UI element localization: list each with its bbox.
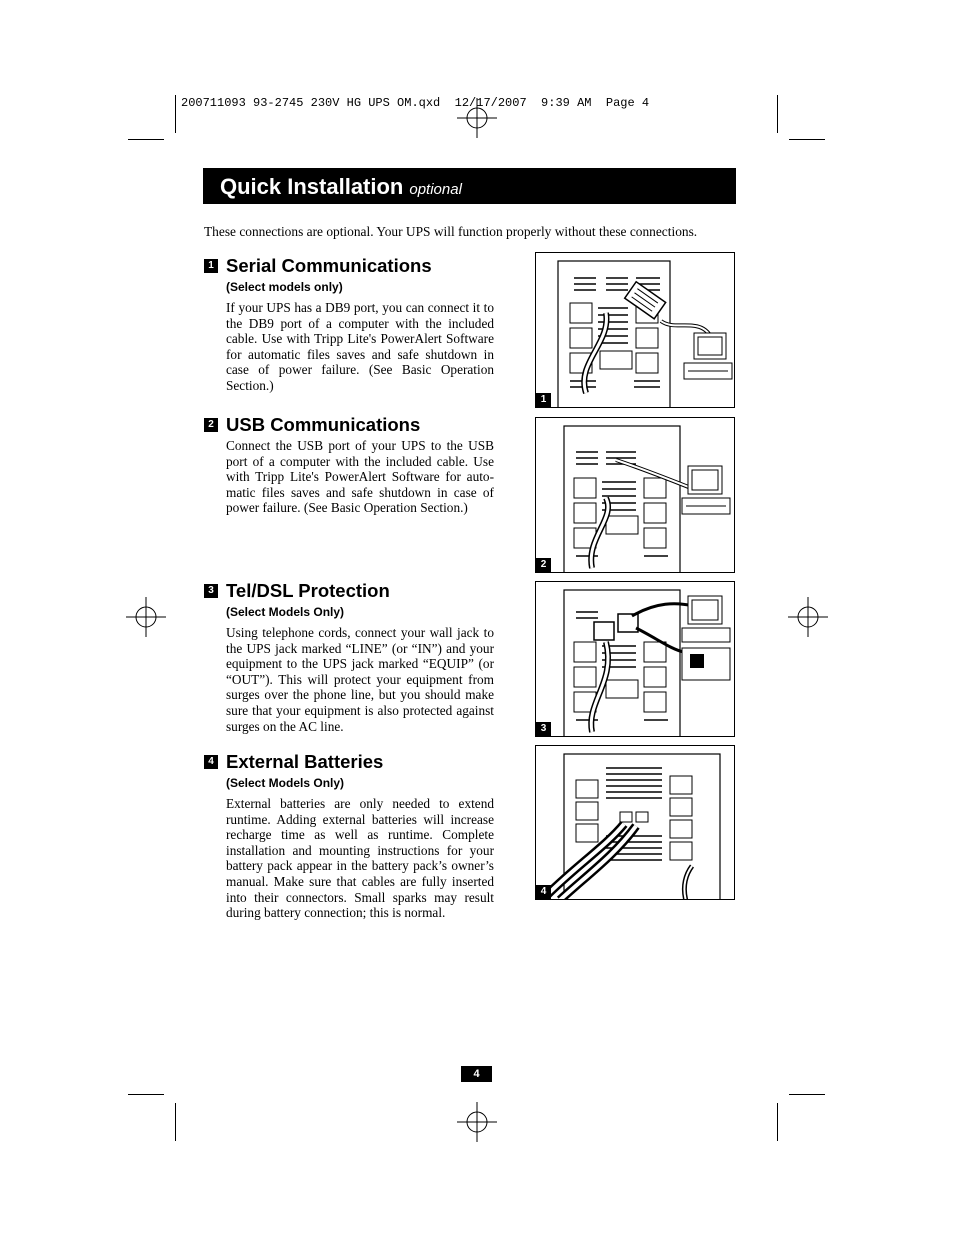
crop-mark <box>175 95 176 133</box>
section-title: Serial Communications <box>226 255 432 276</box>
print-slug-line: 200711093 93-2745 230V HG UPS OM.qxd 12/17/2007 9:39 AM Page 4 <box>181 96 650 110</box>
registration-mark-icon <box>126 597 166 637</box>
figure-tel-dsl-connection <box>535 581 735 737</box>
ups-serial-illustration <box>536 253 735 408</box>
page-subtitle: optional <box>409 181 462 198</box>
page-title: Quick Installation <box>220 174 404 199</box>
section-body: External batteries are only needed to extend runtime. Adding external batteries will increase recharge time as well as runtime. Complete installation and mounting instructions for your battery pack appear in the battery pack’s owner’s manual. Make sure that cables are fully inserted into their connectors. Small sparks may result during battery connection; this is normal. <box>226 796 494 921</box>
section-serial-communications <box>204 255 496 394</box>
section-tel-dsl-protection <box>204 580 496 734</box>
crop-mark <box>789 1094 825 1095</box>
section-number: 2 <box>204 418 218 432</box>
section-title-bar <box>203 168 736 204</box>
section-subtitle: (Select Models Only) <box>226 776 345 790</box>
ups-tel-dsl-illustration <box>536 582 735 737</box>
section-subtitle: (Select Models Only) <box>226 605 345 619</box>
registration-mark-icon <box>457 1102 497 1142</box>
intro-text: These connections are optional. Your UPS will function properly without these connections. <box>204 224 698 239</box>
section-number: 3 <box>204 584 218 598</box>
ups-battery-illustration <box>536 746 735 900</box>
crop-mark <box>777 95 778 133</box>
section-body: Using telephone cords, connect your wall jack to the UPS jack marked “LINE” (or “IN”) and your equipment to the UPS jack marked “EQUIP” (or “OUT”). This will protect your equipment from surges over the phone line, but you should make sure that your equipment is also protected against surges on the AC line. <box>226 625 494 734</box>
crop-mark <box>175 1103 176 1141</box>
registration-mark-icon <box>788 597 828 637</box>
figure-number: 3 <box>536 722 551 736</box>
figure-number: 1 <box>536 393 551 407</box>
section-external-batteries <box>204 751 496 921</box>
crop-mark <box>777 1103 778 1141</box>
section-title: USB Communications <box>226 414 421 435</box>
section-title: Tel/DSL Protection <box>226 580 390 601</box>
section-usb-communications <box>204 414 496 516</box>
figure-number: 2 <box>536 558 551 572</box>
section-body: Connect the USB port of your UPS to the USB port of a computer with the included cable. Use with Tripp Lite's PowerAlert Software for auto-matic files saves and safe shutdown in case of power failure. (See Basic Operation Section.) <box>226 438 494 516</box>
figure-usb-connection <box>535 417 735 573</box>
crop-mark <box>128 1094 164 1095</box>
registration-mark-icon <box>457 98 497 138</box>
section-number: 1 <box>204 259 218 273</box>
section-subtitle: (Select models only) <box>226 280 343 294</box>
figure-number: 4 <box>536 885 551 899</box>
figure-external-batteries <box>535 745 735 900</box>
section-title: External Batteries <box>226 751 384 772</box>
ups-usb-illustration <box>536 418 735 573</box>
figure-serial-connection <box>535 252 735 408</box>
section-body: If your UPS has a DB9 port, you can connect it to the DB9 port of a computer with the included cable. Use with Tripp Lite's PowerAlert Software for automatic files saves and safe shutdown in case of power failure. (See Basic Operation Section.) <box>226 300 494 393</box>
section-number: 4 <box>204 755 218 769</box>
page-number: 4 <box>461 1066 492 1082</box>
crop-mark <box>128 139 164 140</box>
crop-mark <box>789 139 825 140</box>
